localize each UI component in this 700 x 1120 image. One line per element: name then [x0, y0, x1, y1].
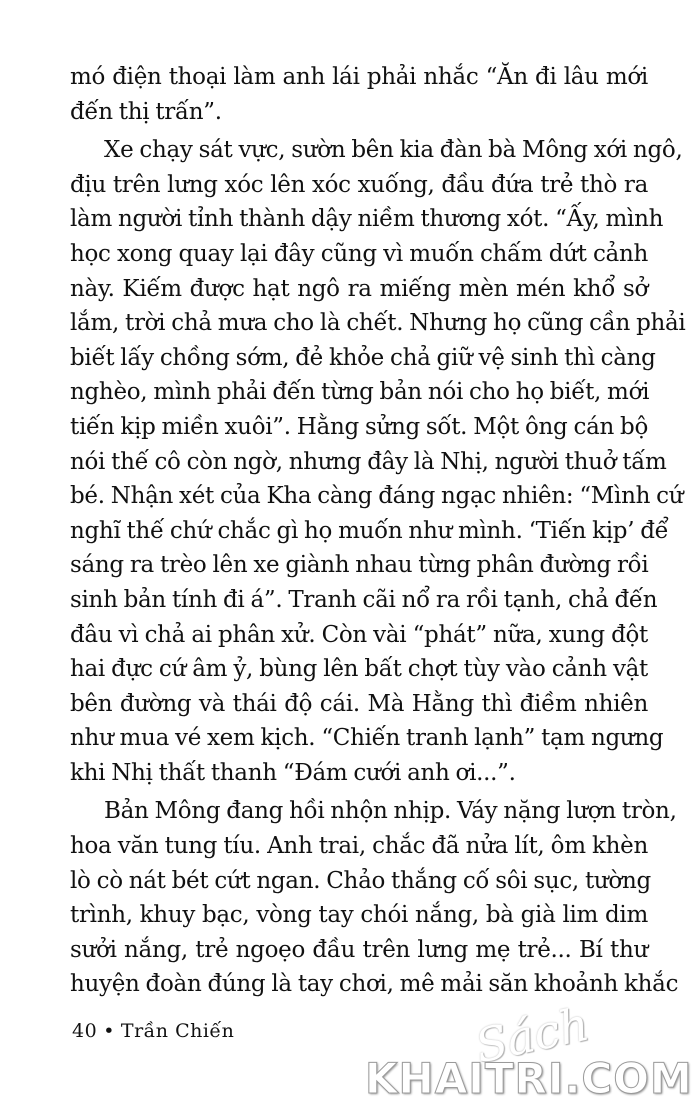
- text-line: hoa văn tung tíu. Anh trai, chắc đã nửa lít, ôm khèn: [70, 833, 648, 860]
- text-line: sưởi nắng, trẻ ngoẹo đầu trên lưng mẹ trẻ... Bí thư: [70, 936, 648, 963]
- text-line: tiến kịp miền xuôi”. Hằng sửng sốt. Một ông cán bộ: [70, 413, 648, 440]
- author-name: Trần Chiến: [120, 1020, 235, 1042]
- text-line: này. Kiếm được hạt ngô ra miếng mèn mén khổ sở: [70, 275, 648, 302]
- text-line: khi Nhị thất thanh “Đám cưới anh ơi...”.: [70, 759, 516, 786]
- text-line: làm người tỉnh thành dậy niềm thương xót. “Ấy, mình: [70, 206, 664, 233]
- paragraph: [70, 794, 679, 1002]
- text-line: nghĩ thế chứ chắc gì họ muốn như mình. ‘Tiến kịp’ để: [70, 517, 669, 544]
- watermark-script: Sách: [470, 996, 594, 1074]
- text-line: mó điện thoại làm anh lái phải nhắc “Ăn đi lâu mới: [70, 64, 648, 90]
- text-line: học xong quay lại đây cũng vì muốn chấm dứt cảnh: [70, 240, 648, 267]
- text-line: đến thị trấn”.: [70, 98, 222, 125]
- text-line: như mua vé xem kịch. “Chiến tranh lạnh” tạm ngưng: [70, 725, 664, 752]
- text-line: sáng ra trèo lên xe giành nhau từng phân đường rồi: [70, 552, 649, 579]
- text-line: đâu vì chả ai phân xử. Còn vài “phát” nữa, xung đột: [70, 621, 648, 648]
- text-line: Bản Mông đang hồi nhộn nhịp. Váy nặng lượn tròn,: [104, 798, 677, 825]
- text-line: Xe chạy sát vực, sườn bên kia đàn bà Mông xới ngô,: [104, 137, 683, 164]
- site-watermark: [365, 996, 693, 1108]
- page-footer: [72, 1020, 234, 1042]
- text-line: lắm, trời chả mưa cho là chết. Nhưng họ cũng cần phải: [70, 310, 686, 337]
- text-line: bé. Nhận xét của Kha càng đáng ngạc nhiên: “Mình cứ: [70, 483, 684, 510]
- paragraph: [70, 60, 648, 129]
- text-line: nói thế cô còn ngờ, nhưng đây là Nhị, người thuở tấm: [70, 448, 667, 475]
- text-line: huyện đoàn đúng là tay chơi, mê mải săn khoảnh khắc: [70, 971, 679, 998]
- text-line: biết lấy chồng sớm, đẻ khỏe chả giữ vệ sinh thì càng: [70, 344, 656, 371]
- body-text: [70, 60, 686, 1006]
- text-line: trình, khuy bạc, vòng tay chói nắng, bà già lim dim: [70, 902, 648, 929]
- text-line: nghèo, mình phải đến từng bản nói cho họ biết, mới: [70, 379, 650, 406]
- text-line: sinh bản tính đi á”. Tranh cãi nổ ra rồi tạnh, chả đến: [70, 586, 658, 613]
- page-number: 40: [72, 1020, 98, 1042]
- text-line: bên đường và thái độ cái. Mà Hằng thì điềm nhiên: [70, 690, 648, 717]
- text-line: hai đực cứ âm ỷ, bùng lên bất chợt tùy vào cảnh vật: [70, 656, 648, 683]
- text-line: lò cò nát bét cứt ngan. Chảo thắng cố sôi sục, tường: [70, 867, 651, 894]
- watermark-logo: KHAITRI.COM: [365, 1054, 693, 1103]
- paragraph: [70, 133, 686, 790]
- text-line: địu trên lưng xóc lên xóc xuống, đầu đứa trẻ thò ra: [70, 171, 648, 198]
- footer-separator: •: [103, 1020, 115, 1042]
